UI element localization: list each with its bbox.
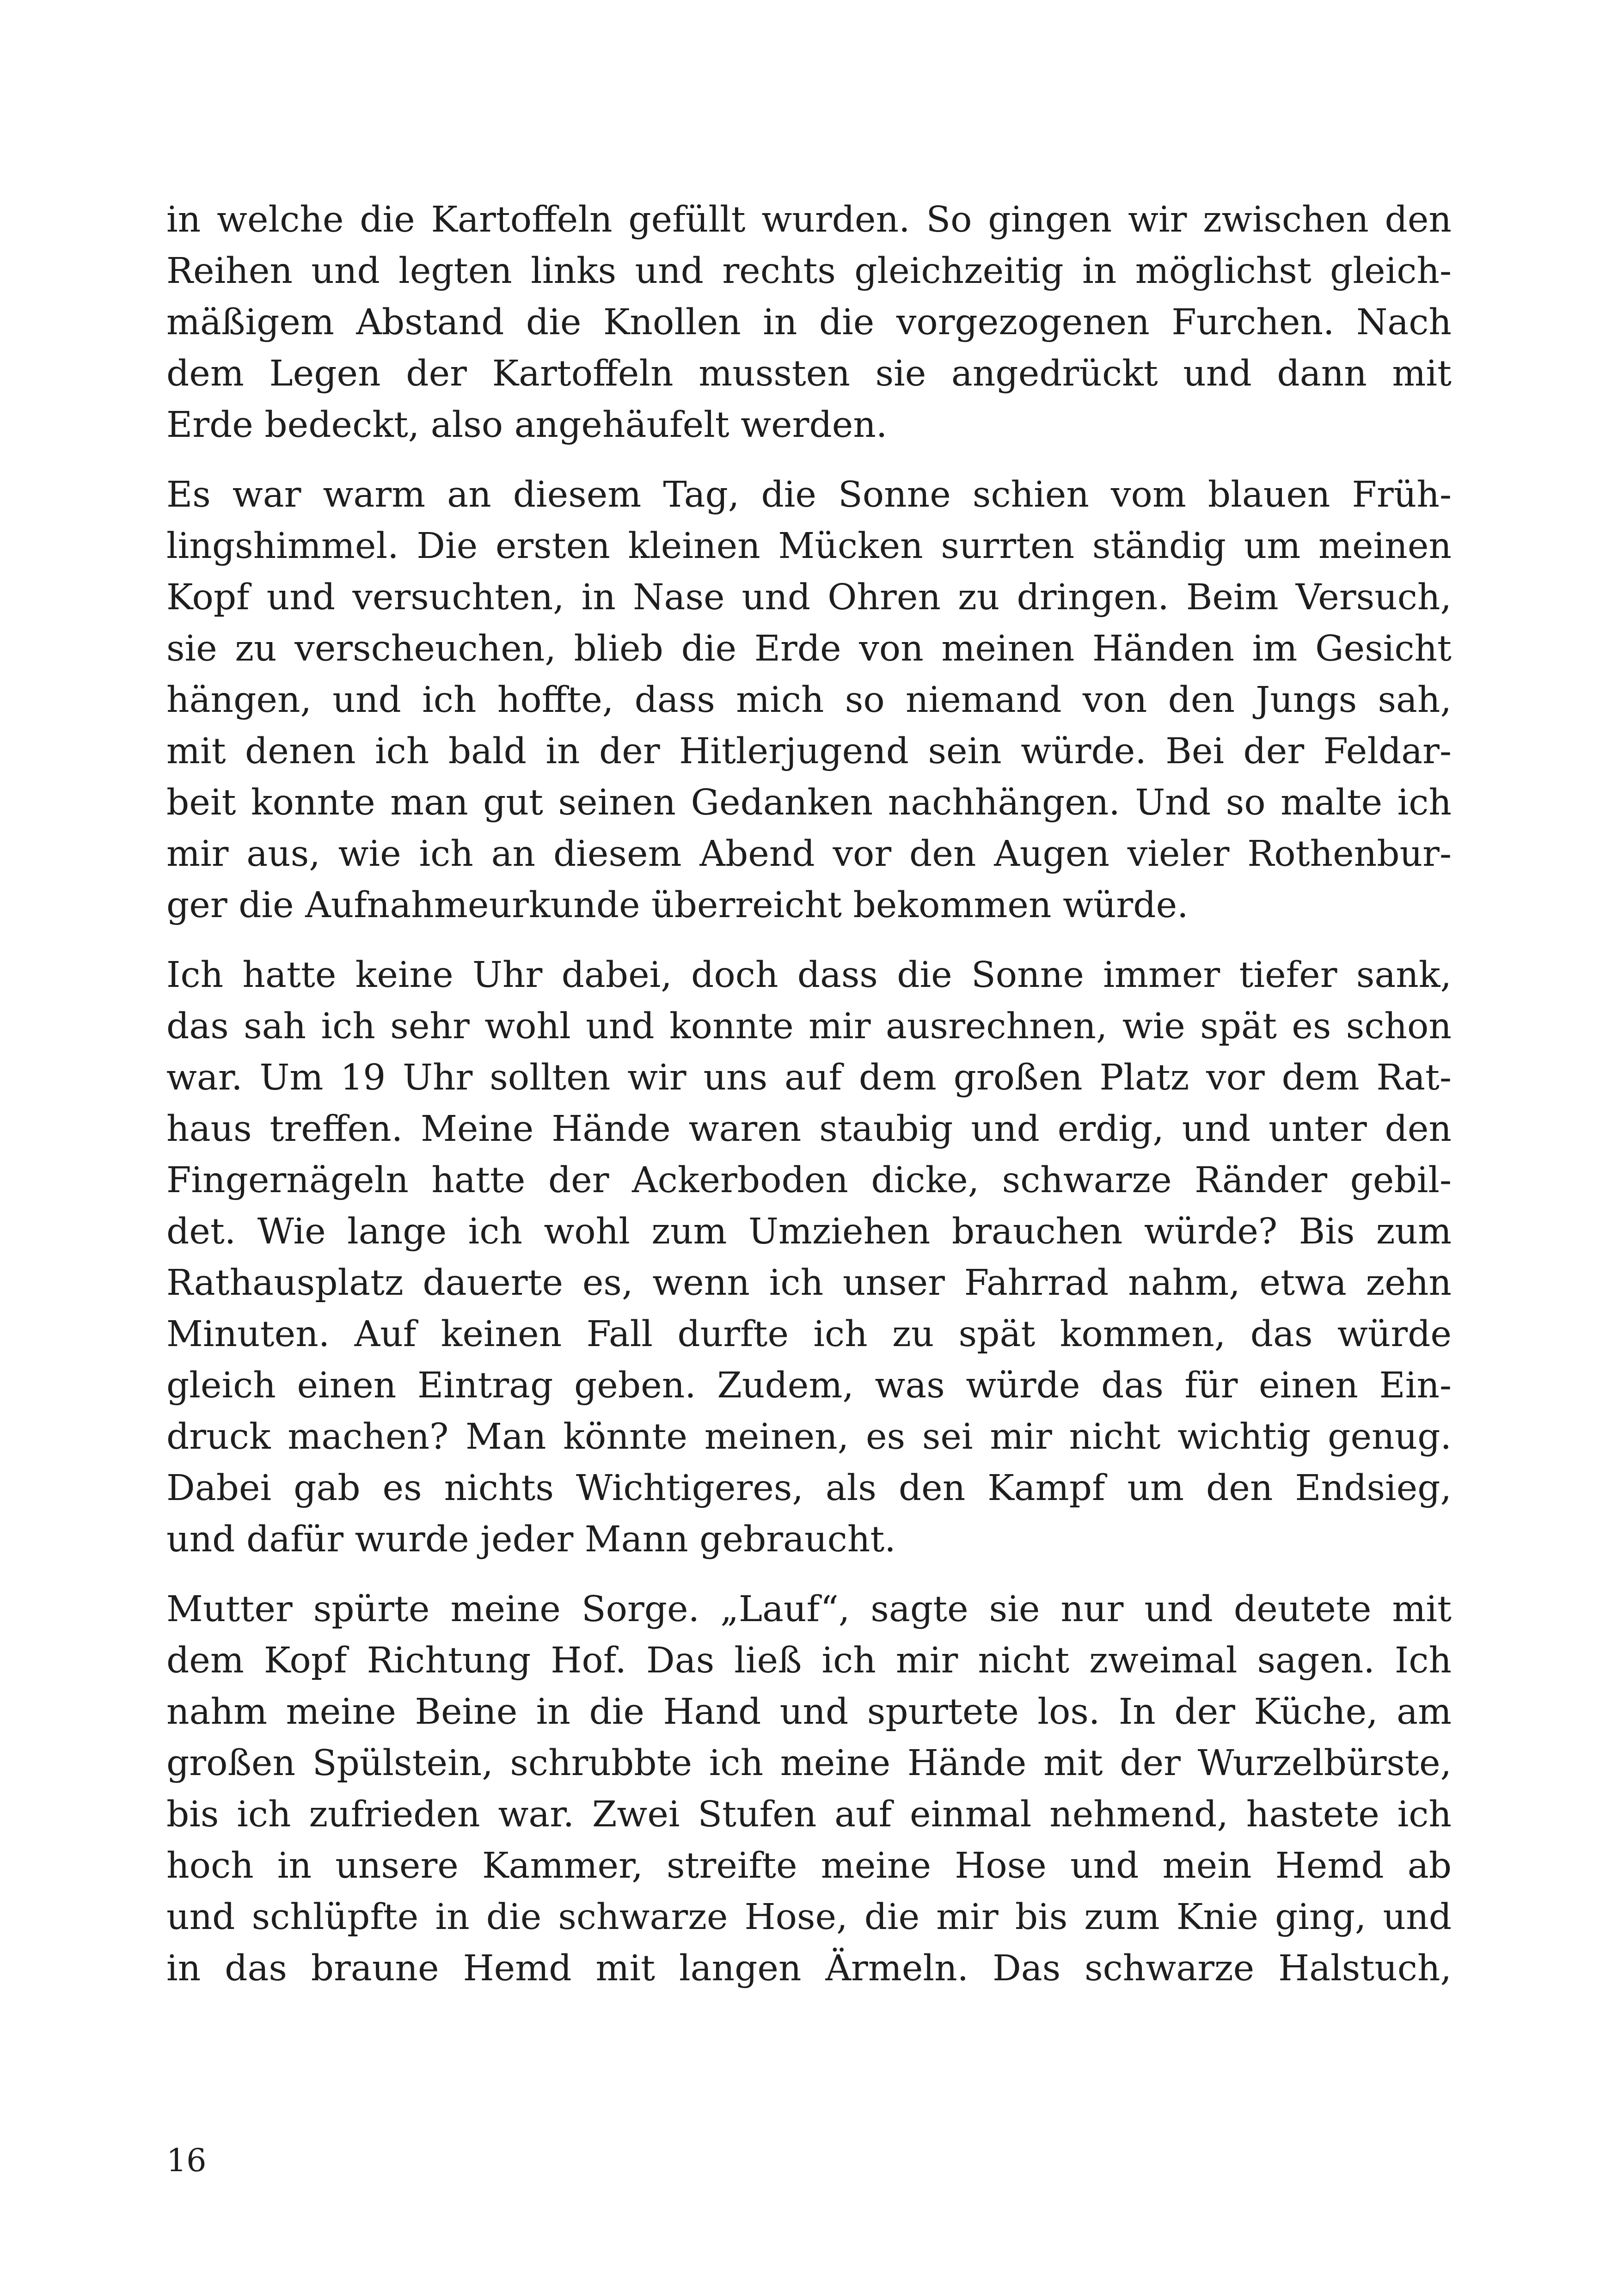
text-line: Es war warm an diesem Tag, die Sonne schien vom blauen Früh- — [166, 474, 1452, 515]
text-line: lingshimmel. Die ersten kleinen Mücken surrten ständig um meinen — [166, 526, 1452, 567]
text-line: in das braune Hemd mit langen Ärmeln. Das schwarze Halstuch, — [166, 1948, 1452, 1989]
paragraph-2 — [166, 469, 1452, 931]
text-line: hängen, und ich hoffte, dass mich so niemand von den Jungs sah, — [166, 680, 1452, 721]
text-line: und dafür wurde jeder Mann gebraucht. — [166, 1519, 896, 1560]
text-line: und schlüpfte in die schwarze Hose, die mir bis zum Knie ging, und — [166, 1897, 1452, 1938]
text-line: Fingernägeln hatte der Ackerboden dicke, schwarze Ränder gebil- — [166, 1160, 1452, 1201]
paragraph-4 — [166, 1584, 1452, 1994]
text-line: dem Legen der Kartoffeln mussten sie angedrückt und dann mit — [166, 353, 1452, 394]
text-line: druck machen? Man könnte meinen, es sei mir nicht wichtig genug. — [166, 1416, 1452, 1457]
text-line: in welche die Kartoffeln gefüllt wurden. So gingen wir zwischen den — [166, 199, 1452, 240]
text-line: Rathausplatz dauerte es, wenn ich unser Fahrrad nahm, etwa zehn — [166, 1262, 1452, 1304]
text-line: Kopf und versuchten, in Nase und Ohren zu dringen. Beim Versuch, — [166, 577, 1452, 618]
text-line: gleich einen Eintrag geben. Zudem, was würde das für einen Ein- — [166, 1365, 1452, 1406]
text-line: Erde bedeckt, also angehäufelt werden. — [166, 404, 888, 446]
body-text — [166, 194, 1452, 1994]
text-line: mir aus, wie ich an diesem Abend vor den Augen vieler Rothenbur- — [166, 833, 1452, 875]
text-line: Minuten. Auf keinen Fall durfte ich zu spät kommen, das würde — [166, 1314, 1452, 1355]
page-number: 16 — [166, 2143, 207, 2179]
text-line: ger die Aufnahmeurkunde überreicht bekommen würde. — [166, 885, 1189, 926]
text-line: nahm meine Beine in die Hand und spurtete los. In der Küche, am — [166, 1691, 1452, 1733]
paragraph-3 — [166, 949, 1452, 1565]
text-line: beit konnte man gut seinen Gedanken nachhängen. Und so malte ich — [166, 782, 1452, 823]
text-line: dem Kopf Richtung Hof. Das ließ ich mir nicht zweimal sagen. Ich — [166, 1640, 1452, 1681]
text-line: Ich hatte keine Uhr dabei, doch dass die Sonne immer tiefer sank, — [166, 955, 1452, 996]
text-line: haus treffen. Meine Hände waren staubig und erdig, und unter den — [166, 1108, 1452, 1150]
text-line: hoch in unsere Kammer, streifte meine Hose und mein Hemd ab — [166, 1845, 1452, 1886]
text-line: war. Um 19 Uhr sollten wir uns auf dem großen Platz vor dem Rat- — [166, 1057, 1452, 1098]
text-line: mäßigem Abstand die Knollen in die vorgezogenen Furchen. Nach — [166, 302, 1452, 343]
text-line: det. Wie lange ich wohl zum Umziehen brauchen würde? Bis zum — [166, 1211, 1452, 1252]
text-line: Reihen und legten links und rechts gleichzeitig in möglichst gleich- — [166, 251, 1452, 292]
text-line: das sah ich sehr wohl und konnte mir ausrechnen, wie spät es schon — [166, 1006, 1452, 1047]
paragraph-1 — [166, 194, 1452, 451]
text-line: mit denen ich bald in der Hitlerjugend sein würde. Bei der Feldar- — [166, 731, 1452, 772]
text-line: großen Spülstein, schrubbte ich meine Hände mit der Wurzelbürste, — [166, 1743, 1452, 1784]
text-line: sie zu verscheuchen, blieb die Erde von meinen Händen im Gesicht — [166, 628, 1452, 669]
text-line: Dabei gab es nichts Wichtigeres, als den Kampf um den Endsieg, — [166, 1468, 1452, 1509]
text-line: bis ich zufrieden war. Zwei Stufen auf einmal nehmend, hastete ich — [166, 1794, 1452, 1835]
text-line: Mutter spürte meine Sorge. „Lauf“, sagte sie nur und deutete mit — [166, 1589, 1452, 1630]
